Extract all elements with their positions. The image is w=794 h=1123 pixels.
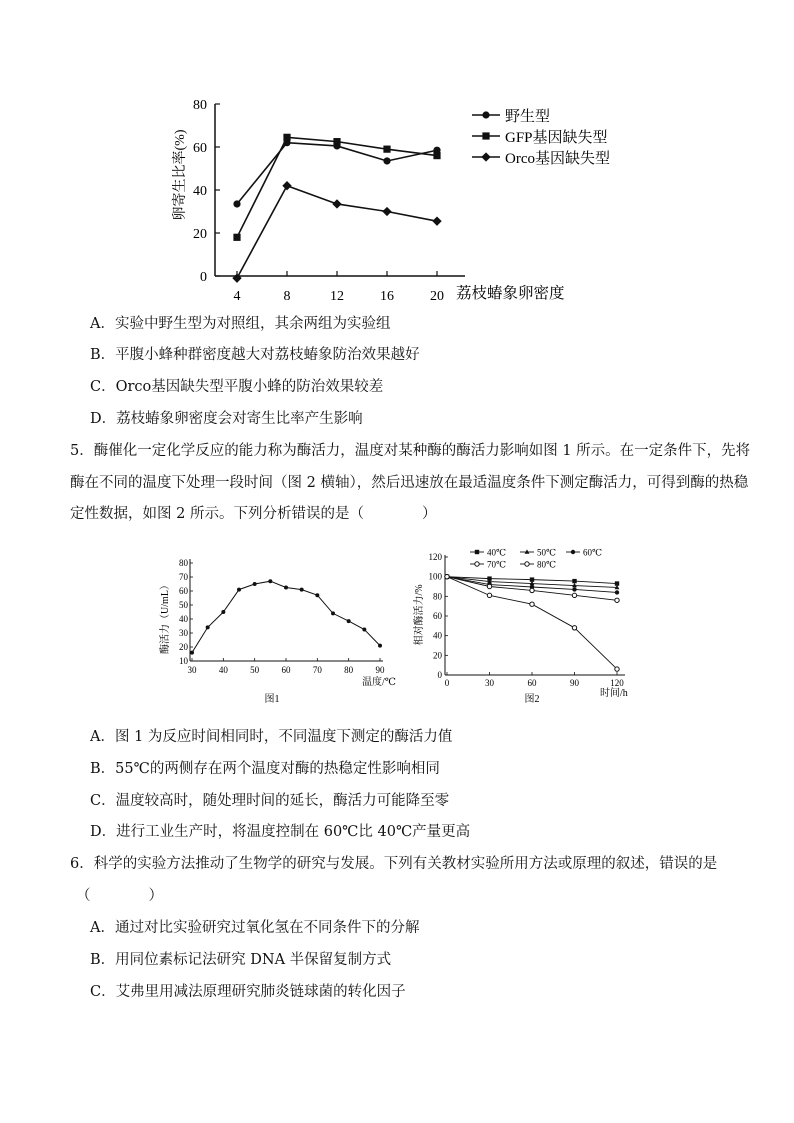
chart3-caption: 图2 xyxy=(524,694,540,705)
chart3-legend-label: 50℃ xyxy=(537,547,557,558)
q5-stem-line2: 酶在不同的温度下处理一段时间（图 2 横轴），然后迅速放在最适温度条件下测定酶活力，可得到酶的热稳 xyxy=(70,475,749,491)
chart3-x-tick-label: 90 xyxy=(570,678,579,688)
chart1-point xyxy=(383,146,390,153)
chart2-point xyxy=(253,582,257,586)
chart1-x-tick-label: 16 xyxy=(380,289,394,304)
chart1-legend-marker xyxy=(481,152,490,161)
chart2-x-tick-label: 80 xyxy=(344,665,354,675)
chart2-series-line xyxy=(192,581,380,652)
chart2-point xyxy=(206,625,210,629)
chart3-y-tick-label: 40 xyxy=(433,630,442,641)
chart3-point xyxy=(487,584,491,588)
chart1-legend-label: 野生型 xyxy=(505,109,551,125)
chart3-y-axis-label: 相对酶活力/% xyxy=(414,584,425,646)
chart3-legend-marker xyxy=(475,562,479,566)
chart2-point xyxy=(221,610,225,614)
chart1-point xyxy=(333,138,340,145)
chart2-point xyxy=(237,588,241,592)
chart3-point xyxy=(615,667,619,671)
chart1-point xyxy=(232,273,241,282)
q5-option-d: D．进行工业生产时，将温度控制在 60℃比 40℃产量更高 xyxy=(90,824,471,840)
chart1-x-tick-label: 8 xyxy=(283,289,291,304)
chart2-point xyxy=(268,579,272,583)
chart2-x-tick-label: 40 xyxy=(218,665,228,675)
chart3-x-tick-label: 120 xyxy=(610,678,624,688)
chart1-point xyxy=(433,152,440,159)
chart1-point xyxy=(383,157,390,164)
chart1-y-tick-label: 0 xyxy=(200,270,207,285)
chart2-x-tick-label: 60 xyxy=(281,665,291,675)
q6-option-c: C．艾弗里用减法原理研究肺炎链球菌的转化因子 xyxy=(90,984,406,1000)
chart3-point xyxy=(572,626,576,630)
chart2-x-axis-label: 温度/℃ xyxy=(362,677,396,688)
chart2-x-tick-label: 50 xyxy=(250,665,260,675)
chart2-y-tick-label: 50 xyxy=(179,600,188,610)
chart2-point xyxy=(315,593,319,597)
enzyme-charts xyxy=(0,540,794,710)
chart2-y-tick-label: 70 xyxy=(179,572,188,582)
chart3-y-tick-label: 120 xyxy=(428,552,442,562)
q5-option-b: B．55℃的两侧存在两个温度对酶的热稳定性影响相同 xyxy=(90,761,440,777)
chart2-x-tick-label: 70 xyxy=(312,665,322,675)
chart2-point xyxy=(190,651,194,655)
chart2-y-tick-label: 10 xyxy=(179,656,188,666)
chart1-y-axis-label: 卵寄生比率(%) xyxy=(173,129,188,221)
chart3-point xyxy=(615,598,619,602)
q4-option-a: A．实验中野生型为对照组，其余两组为实验组 xyxy=(90,316,391,332)
q4-option-b: B．平腹小蜂种群密度越大对荔枝蝽象防治效果越好 xyxy=(90,347,420,363)
chart3-legend-label: 40℃ xyxy=(487,547,507,558)
chart2-y-tick-label: 30 xyxy=(179,628,188,638)
q5-option-c: C．温度较高时，随处理时间的延长，酶活力可能降至零 xyxy=(90,793,450,809)
chart2-y-axis-label: 酶活力（U/mL） xyxy=(160,580,171,654)
q4-option-c: C．Orco基因缺失型平腹小蜂的防治效果较差 xyxy=(90,379,384,395)
q6-stem-line2: （ ） xyxy=(76,888,163,904)
chart2-y-tick-label: 20 xyxy=(179,642,188,652)
chart2-y-tick-label: 80 xyxy=(179,558,188,568)
chart3-legend-marker xyxy=(571,550,575,554)
chart3-legend-marker xyxy=(525,562,529,566)
chart3-y-tick-label: 100 xyxy=(428,571,442,582)
chart3-y-tick-label: 0 xyxy=(437,670,442,680)
chart1-point xyxy=(382,207,391,216)
chart3-point xyxy=(487,593,491,597)
chart2-point xyxy=(331,611,335,615)
chart1-x-tick-label: 20 xyxy=(430,289,444,304)
chart1-x-axis-label: 荔枝蝽象卵密度 xyxy=(456,285,565,302)
q5-option-a: A．图 1 为反应时间相同时，不同温度下测定的酶活力值 xyxy=(90,729,453,745)
chart2-point xyxy=(362,628,366,632)
chart3-x-tick-label: 30 xyxy=(485,678,494,688)
q6-stem-line1: 6．科学的实验方法推动了生物学的研究与发展。下列有关教材实验所用方法或原理的叙述，错误的是 xyxy=(70,856,718,872)
q4-option-d: D．荔枝蝽象卵密度会对寄生比率产生影响 xyxy=(90,411,363,427)
chart2-y-tick-label: 60 xyxy=(179,586,188,596)
chart1-point xyxy=(282,181,291,190)
chart2-x-tick-label: 30 xyxy=(187,665,197,675)
chart3-y-tick-label: 60 xyxy=(433,611,442,621)
chart2-point xyxy=(284,586,288,590)
q6-option-a: A．通过对比实验研究过氧化氢在不同条件下的分解 xyxy=(90,920,420,936)
chart1-legend-marker xyxy=(482,132,489,139)
chart3-x-tick-label: 60 xyxy=(527,678,537,688)
chart3-point xyxy=(615,590,619,594)
chart1-legend-label: Orco基因缺失型 xyxy=(505,151,610,167)
chart1-legend-label: GFP基因缺失型 xyxy=(505,130,608,146)
chart1-y-tick-label: 80 xyxy=(193,98,207,113)
chart3-x-axis-label: 时间/h xyxy=(600,688,628,699)
q5-stem-line3: 定性数据，如图 2 所示。下列分析错误的是（ ） xyxy=(70,506,437,522)
chart1-x-tick-label: 12 xyxy=(330,289,344,304)
parasitism-chart xyxy=(0,0,794,310)
chart3-point xyxy=(572,579,576,583)
chart3-legend-label: 70℃ xyxy=(487,559,507,570)
chart3-y-tick-label: 80 xyxy=(433,591,442,602)
chart1-y-tick-label: 20 xyxy=(193,227,207,242)
chart1-point xyxy=(432,216,441,225)
chart3-point xyxy=(572,587,576,591)
chart1-point xyxy=(233,200,240,207)
chart2-point xyxy=(300,588,304,592)
chart3-point xyxy=(530,602,534,606)
chart1-point xyxy=(332,199,341,208)
chart3-point xyxy=(572,593,576,597)
chart3-x-tick-label: 0 xyxy=(444,678,450,688)
q5-stem-line1: 5．酶催化一定化学反应的能力称为酶活力，温度对某种酶的酶活力影响如图 1 所示。在一定条件下，先将 xyxy=(70,443,751,459)
chart3-y-tick-label: 20 xyxy=(433,650,442,661)
chart3-legend-label: 80℃ xyxy=(537,559,557,570)
chart1-point xyxy=(233,234,240,241)
chart2-x-tick-label: 90 xyxy=(375,665,385,675)
chart1-point xyxy=(283,134,290,141)
chart1-x-tick-label: 4 xyxy=(233,289,241,304)
chart1-y-tick-label: 40 xyxy=(193,184,207,199)
chart1-y-tick-label: 60 xyxy=(193,141,207,156)
chart3-point xyxy=(445,574,449,578)
q6-option-b: B．用同位素标记法研究 DNA 半保留复制方式 xyxy=(90,952,392,968)
chart1-legend-marker xyxy=(482,111,489,118)
chart3-point xyxy=(530,588,534,592)
chart2-caption: 图1 xyxy=(264,694,280,705)
chart3-legend-marker xyxy=(475,550,479,554)
chart3-legend-label: 60℃ xyxy=(583,547,603,558)
chart2-point xyxy=(378,644,382,648)
chart2-y-tick-label: 40 xyxy=(179,614,188,624)
chart2-point xyxy=(347,619,351,623)
